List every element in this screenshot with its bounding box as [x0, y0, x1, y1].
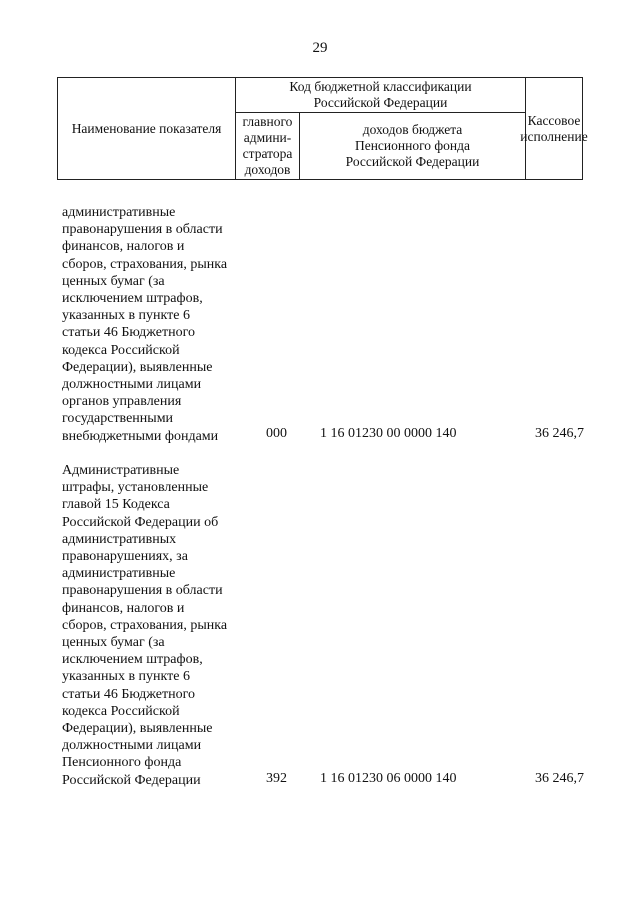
header-cash-execution: [520, 78, 588, 179]
row-kbk-code: 1 16 01230 06 0000 140: [320, 770, 457, 786]
row-kbk-code: 1 16 01230 00 0000 140: [320, 425, 457, 441]
row-admin-code: 000: [266, 425, 287, 441]
header-indicator-name: Наименование показателя: [58, 78, 236, 179]
page-number: 29: [312, 40, 328, 56]
header-cash-label: Кассовое исполнение: [520, 112, 588, 144]
row-description: административные правонарушения в области финансов, налогов и сборов, страхования, рынка ценных бумаг (за исключением штрафов, указанных в пункте 6 статьи 46 Бюджетного кодекса Российской Федерации), выявленные должностными лицами органов управления государственными внебюджетными фондами: [62, 205, 228, 444]
header-pension-fund-income: [300, 113, 526, 179]
row-amount: 36 246,7: [535, 425, 584, 441]
header-budget-classification-code: [236, 78, 526, 113]
row-admin-code: 392: [266, 770, 287, 786]
row-description: Административные штрафы, установленные главой 15 Кодекса Российской Федерации об административных правонарушениях, за административные правонарушения в области финансов, налогов и сборов, страхования, рынка ценных бумаг (за исключением штрафов, указанных в пункте 6 статьи 46 Бюджетного кодекса Российской Федерации), выявленные должностными лицами Пенсионного фонда Российской Федерации: [62, 463, 228, 788]
table-header: [57, 77, 588, 180]
table-row: [62, 204, 592, 442]
header-income-label: доходов бюджета Пенсионного фонда Российской Федерации: [345, 122, 480, 169]
header-main-administrator: [236, 113, 300, 179]
header-kbk-label: Код бюджетной классификации Российской Федерации: [289, 79, 472, 110]
row-amount: 36 246,7: [535, 770, 584, 786]
table-row: [62, 462, 592, 787]
header-admin-label: главного админи-стратора доходов: [242, 114, 293, 177]
